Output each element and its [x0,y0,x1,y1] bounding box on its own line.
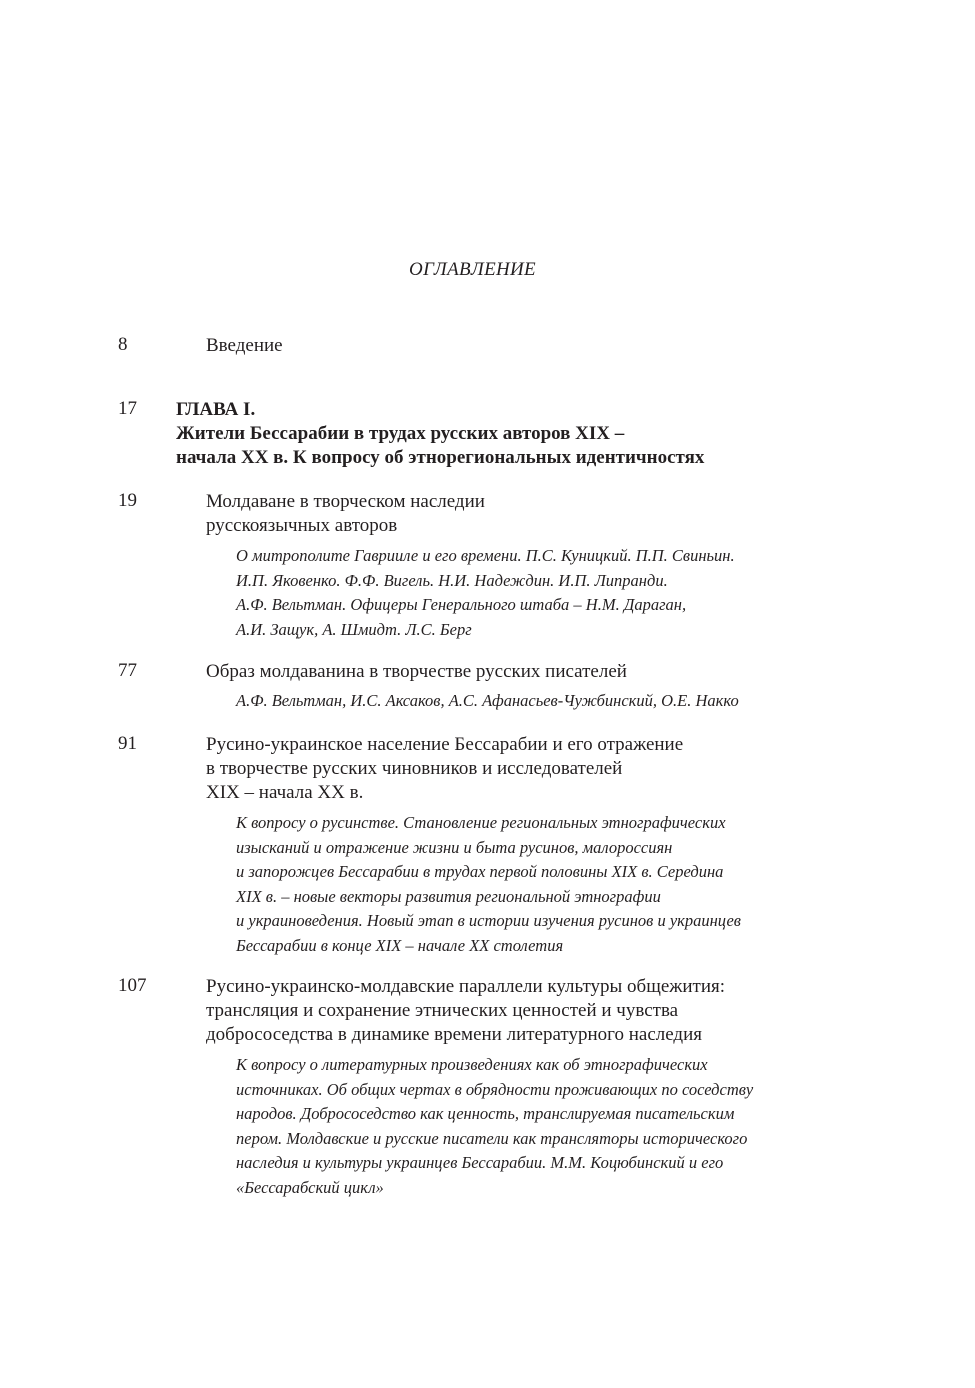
subtopic-line: пером. Молдавские и русские писатели как трансляторы исторического [236,1128,748,1148]
subtopic-line: А.Ф. Вельтман, И.С. Аксаков, А.С. Афанасьев-Чужбинский, О.Е. Накко [236,691,739,710]
section-heading-line: XIX – начала XX в. [206,782,364,803]
section-subtopics [236,1053,753,1200]
subtopic-line: А.И. Защук, А. Шмидт. Л.С. Берг [236,619,472,639]
subtopic-line: изысканий и отражение жизни и быта русинов, малороссиян [236,837,673,857]
subtopic-line: К вопросу о литературных произведениях как об этнографических [236,1055,708,1074]
section-heading [206,490,485,538]
subtopic-line: и украиноведения. Новый этап в истории изучения русинов и украинцев [236,911,741,930]
section-heading [206,733,683,805]
subtopic-line: «Бессарабский цикл» [236,1177,384,1197]
section-heading [206,975,725,1047]
section-subtopics [236,811,741,958]
subtopic-line: Бессарабии в конце XIX – начале XX столетия [236,935,564,955]
chapter-page-number: 17 [118,398,137,419]
chapter-heading [176,398,704,470]
section-page-number: 107 [118,975,147,996]
chapter-title-line: начала XX в. К вопросу об этнорегиональных идентичностях [176,447,705,468]
section-page-number: 19 [118,490,137,511]
section-heading-line: Русино-украинское население Бессарабии и его отражение [206,734,684,755]
section-heading-line: трансляция и сохранение этнических ценностей и чувства [206,1000,679,1021]
subtopic-line: И.П. Яковенко. Ф.Ф. Вигель. Н.И. Надеждин. И.П. Липранди. [236,570,668,590]
intro-page-number: 8 [118,334,128,355]
section-heading-line: Образ молдаванина в творчестве русских писателей [206,661,627,682]
section-page-number: 91 [118,733,137,754]
subtopic-line: К вопросу о русинстве. Становление региональных этнографических [236,813,726,832]
section-page-number: 77 [118,660,137,681]
toc-title: ОГЛАВЛЕНИЕ [409,259,536,280]
section-heading-line: Молдаване в творческом наследии [206,491,485,512]
subtopic-line: народов. Добрососедство как ценность, транслируемая писательским [236,1104,735,1123]
subtopic-line: и запорожцев Бессарабии в трудах первой половины XIX в. Середина [236,862,724,881]
subtopic-line: наследия и культуры украинцев Бессарабии. М.М. Коцюбинский и его [236,1153,724,1172]
section-heading-line: в творчестве русских чиновников и исследователей [206,758,623,779]
section-heading-line: Русино-украинско-молдавские параллели культуры общежития: [206,976,726,997]
section-heading [206,660,627,684]
section-heading-line: добрососедства в динамике времени литературного наследия [206,1024,702,1045]
subtopic-line: А.Ф. Вельтман. Офицеры Генерального штаба – Н.М. Дараган, [236,595,687,614]
chapter-label: ГЛАВА I. [176,399,256,420]
intro-heading: Введение [206,335,283,356]
chapter-title-line: Жители Бессарабии в трудах русских авторов XIX – [176,423,625,444]
subtopic-line: источниках. Об общих чертах в обрядности проживающих по соседству [236,1079,754,1099]
section-heading-line: русскоязычных авторов [206,515,398,536]
section-subtopics [236,689,739,714]
subtopic-line: О митрополите Гаврииле и его времени. П.С. Куницкий. П.П. Свиньин. [236,546,735,565]
subtopic-line: XIX в. – новые векторы развития региональной этнографии [236,886,661,906]
section-subtopics [236,544,735,642]
